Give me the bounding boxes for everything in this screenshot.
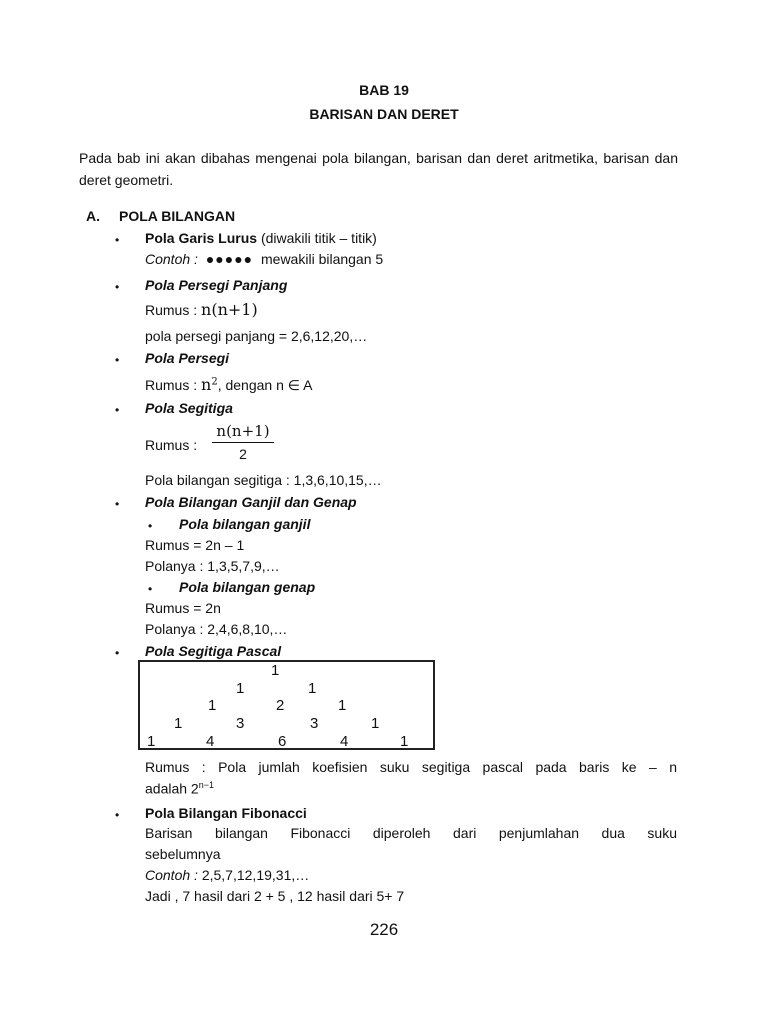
fibonacci-conclusion: Jadi , 7 hasil dari 2 + 5 , 12 hasil dari 5+ 7 [145,888,405,904]
bullet-icon: • [148,519,153,533]
dots-icon: ●●●●● [205,251,254,267]
bullet-icon: • [115,233,120,247]
persegi-panjang-rumus [145,300,258,319]
garis-lurus-heading [145,230,377,246]
segitiga-numerator: n(n+1) [212,422,274,443]
rumus-label: Rumus : [145,377,198,393]
pascal-number: 1 [271,662,280,679]
segitiga-title: Pola Segitiga [145,400,233,416]
section-title: POLA BILANGAN [119,208,236,224]
fibonacci-desc-line2: sebelumnya [145,846,221,862]
ganjil-genap-title: Pola Bilangan Ganjil dan Genap [145,494,357,510]
genap-title: Pola bilangan genap [179,579,316,595]
page-number: 226 [369,920,399,939]
pascal-number: 6 [278,733,287,750]
persegi-panjang-formula: n(n+1) [201,300,258,319]
section-letter: A. [86,208,100,224]
pascal-number: 1 [147,733,156,750]
fibonacci-desc-line1: Barisan bilangan Fibonacci diperoleh dari penjumlahan dua suku [145,825,677,841]
chapter-number: BAB 19 [359,82,409,98]
genap-pola: Polanya : 2,4,6,8,10,… [145,621,288,637]
persegi-formula-base: n [201,375,212,394]
garis-lurus-example-text: mewakili bilangan 5 [261,251,384,267]
genap-rumus: Rumus = 2n [145,600,221,616]
bullet-icon: • [148,582,153,596]
pascal-rumus-exponent: n−1 [198,780,214,790]
pascal-number: 1 [208,697,217,714]
pascal-rumus-line2 [145,780,214,797]
segitiga-sequence: Pola bilangan segitiga : 1,3,6,10,15,… [145,472,382,488]
ganjil-pola: Polanya : 1,3,5,7,9,… [145,558,280,574]
garis-lurus-example [145,251,383,267]
pascal-number: 1 [308,680,317,697]
persegi-panjang-sequence: pola persegi panjang = 2,6,12,20,… [145,328,368,344]
fibonacci-example [145,867,309,883]
bullet-icon: • [115,353,120,367]
segitiga-rumus-label: Rumus : [145,437,198,453]
fibonacci-example-values: 2,5,7,12,19,31,… [201,867,310,883]
fibonacci-example-label: Contoh : [145,867,198,883]
pascal-number: 4 [206,733,215,750]
persegi-formula-exponent: 2 [211,376,218,388]
bullet-icon: • [115,808,120,822]
persegi-panjang-title: Pola Persegi Panjang [145,277,288,293]
rumus-label: Rumus : [145,302,198,318]
bullet-icon: • [115,403,120,417]
pascal-triangle-box [138,660,435,750]
fibonacci-title: Pola Bilangan Fibonacci [145,805,307,821]
bullet-icon: • [115,497,120,511]
bullet-icon: • [115,646,120,660]
pascal-number: 1 [174,715,183,732]
ganjil-title: Pola bilangan ganjil [179,516,311,532]
pascal-rumus-line1: Rumus : Pola jumlah koefisien suku segitiga pascal pada baris ke – n [145,759,677,775]
segitiga-denominator: 2 [239,446,247,462]
garis-lurus-note: (diwakili titik – titik) [260,230,377,246]
chapter-title: BARISAN DAN DERET [309,106,459,122]
pascal-number: 1 [338,697,347,714]
pascal-number: 1 [400,733,409,750]
pascal-number: 3 [310,715,319,732]
intro-paragraph: Pada bab ini akan dibahas mengenai pola bilangan, barisan dan deret aritmetika, barisan dan deret geometri. [79,150,678,188]
pascal-number: 1 [236,680,245,697]
persegi-condition: , dengan n ∈ A [217,377,313,393]
pascal-title: Pola Segitiga Pascal [145,643,282,659]
pascal-number: 4 [340,733,349,750]
ganjil-rumus: Rumus = 2n – 1 [145,537,245,553]
segitiga-fraction [212,422,274,462]
pascal-number: 2 [276,697,285,714]
garis-lurus-example-label: Contoh : [145,251,198,267]
pascal-rumus-text: adalah 2 [145,780,199,797]
pascal-number: 3 [236,715,245,732]
persegi-title: Pola Persegi [145,350,230,366]
bullet-icon: • [115,280,120,294]
pascal-number: 1 [371,715,380,732]
garis-lurus-title: Pola Garis Lurus [145,230,258,246]
persegi-rumus [145,375,312,394]
